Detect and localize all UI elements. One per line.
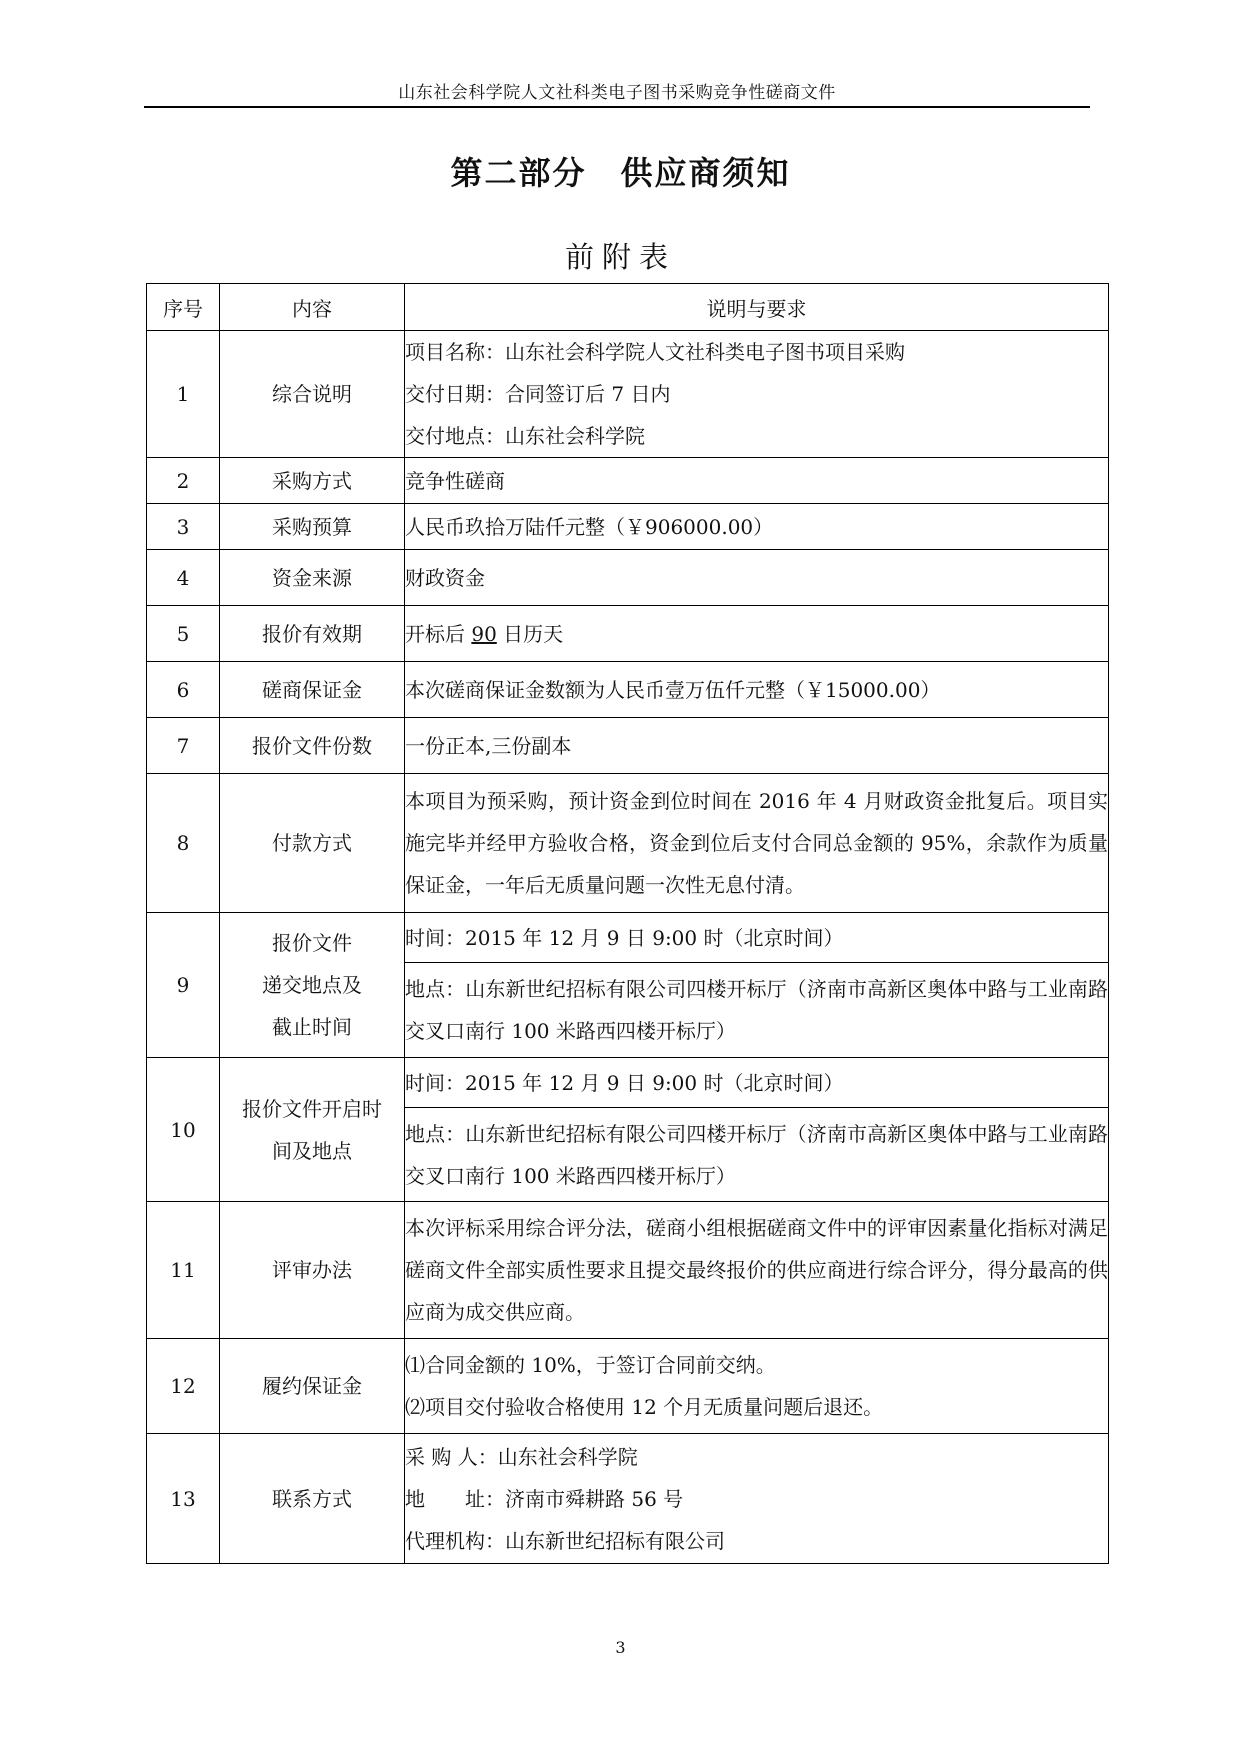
row-desc	[405, 606, 1109, 662]
desc-line: 交付地点：山东社会科学院	[405, 424, 645, 448]
table-row	[147, 774, 1109, 913]
table-row	[147, 662, 1109, 718]
row-desc-place	[405, 963, 1109, 1058]
row-item: 报价文件份数	[220, 718, 405, 774]
row-no: 5	[147, 606, 220, 662]
table-row	[147, 504, 1109, 550]
desc-line: 项目名称：山东社会科学院人文社科类电子图书项目采购	[405, 340, 905, 364]
section-title: 第二部分 供应商须知	[450, 154, 791, 192]
desc-line: ⑴合同金额的 10%，于签订合同前交纳。	[405, 1353, 776, 1377]
desc-paragraph: 地点：山东新世纪招标有限公司四楼开标厅（济南市高新区奥体中路与工业南路交叉口南行 100 米路西四楼开标厅）	[405, 1121, 1108, 1188]
desc-line: 交付日期：合同签订后 7 日内	[405, 382, 671, 406]
desc-line: 代理机构：山东新世纪招标有限公司	[405, 1528, 725, 1553]
header-item: 内容	[220, 284, 405, 331]
table-row	[147, 458, 1109, 504]
row-item	[220, 913, 405, 1058]
page-number: 3	[615, 1638, 626, 1657]
row-no: 10	[147, 1058, 220, 1202]
row-no: 8	[147, 774, 220, 913]
row-desc	[405, 331, 1109, 458]
desc-paragraph: 本次评标采用综合评分法，磋商小组根据磋商文件中的评审因素量化指标对满足磋商文件全部实质性要求且提交最终报价的供应商进行综合评分，得分最高的供应商为成交供应商。	[405, 1216, 1108, 1324]
desc-paragraph: 本项目为预采购，预计资金到位时间在 2016 年 4 月财政资金批复后。项目实施完毕并经甲方验收合格，资金到位后支付合同总金额的 95%，余款作为质量保证金，一年后无质量问题一次性无息付清。	[405, 789, 1108, 897]
desc-paragraph: 地点：山东新世纪招标有限公司四楼开标厅（济南市高新区奥体中路与工业南路交叉口南行 100 米路西四楼开标厅）	[405, 977, 1108, 1043]
item-line: 间及地点	[272, 1138, 352, 1163]
row-item: 采购方式	[220, 458, 405, 504]
desc-text: 日历天	[496, 621, 564, 646]
row-item: 综合说明	[220, 331, 405, 458]
row-desc: 人民币玖拾万陆仟元整（￥906000.00）	[405, 504, 1109, 550]
table-row	[147, 550, 1109, 606]
row-desc-place	[405, 1108, 1109, 1202]
running-header: 山东社会科学院人文社科类电子图书采购竞争性磋商文件	[398, 83, 836, 103]
table-row	[147, 1202, 1109, 1339]
item-line: 递交地点及	[262, 973, 362, 997]
item-line: 报价文件	[272, 931, 352, 955]
row-no: 7	[147, 718, 220, 774]
desc-line: 采 购 人：山东社会科学院	[405, 1444, 638, 1469]
row-desc	[405, 1434, 1109, 1564]
row-item	[220, 1058, 405, 1202]
header-no: 序号	[147, 284, 220, 331]
row-no: 9	[147, 913, 220, 1058]
table-row	[147, 913, 1109, 963]
row-desc: 竞争性磋商	[405, 458, 1109, 504]
row-desc: 财政资金	[405, 550, 1109, 606]
row-item: 资金来源	[220, 550, 405, 606]
validity-days: 90	[471, 621, 497, 646]
row-no: 11	[147, 1202, 220, 1339]
item-line: 截止时间	[272, 1015, 352, 1039]
item-line: 报价文件开启时	[242, 1096, 382, 1121]
header-divider	[144, 106, 1090, 108]
row-item: 付款方式	[220, 774, 405, 913]
table-row	[147, 1058, 1109, 1108]
row-desc	[405, 1202, 1109, 1339]
table-row	[147, 331, 1109, 458]
header-desc: 说明与要求	[405, 284, 1109, 331]
front-appendix-table	[146, 283, 1109, 1564]
table-row	[147, 606, 1109, 662]
row-item: 采购预算	[220, 504, 405, 550]
desc-text: 开标后	[405, 621, 472, 646]
row-desc: 本次磋商保证金数额为人民币壹万伍仟元整（￥15000.00）	[405, 662, 1109, 718]
row-no: 6	[147, 662, 220, 718]
row-desc-time: 时间：2015 年 12 月 9 日 9:00 时（北京时间）	[405, 913, 1109, 963]
table-title: 前附表	[564, 240, 676, 274]
row-item: 报价有效期	[220, 606, 405, 662]
desc-line: 地 址：济南市舜耕路 56 号	[405, 1486, 684, 1511]
row-item: 评审办法	[220, 1202, 405, 1339]
row-no: 3	[147, 504, 220, 550]
row-no: 13	[147, 1434, 220, 1564]
row-desc-time: 时间：2015 年 12 月 9 日 9:00 时（北京时间）	[405, 1058, 1109, 1108]
desc-line: ⑵项目交付验收合格使用 12 个月无质量问题后退还。	[405, 1395, 884, 1419]
table-header-row	[147, 284, 1109, 331]
row-no: 2	[147, 458, 220, 504]
table-row	[147, 1339, 1109, 1434]
row-desc	[405, 774, 1109, 913]
row-desc	[405, 1339, 1109, 1434]
row-item: 联系方式	[220, 1434, 405, 1564]
table-row	[147, 1434, 1109, 1564]
row-no: 4	[147, 550, 220, 606]
row-item: 履约保证金	[220, 1339, 405, 1434]
row-desc: 一份正本,三份副本	[405, 718, 1109, 774]
row-item: 磋商保证金	[220, 662, 405, 718]
row-no: 1	[147, 331, 220, 458]
table-row	[147, 718, 1109, 774]
row-no: 12	[147, 1339, 220, 1434]
